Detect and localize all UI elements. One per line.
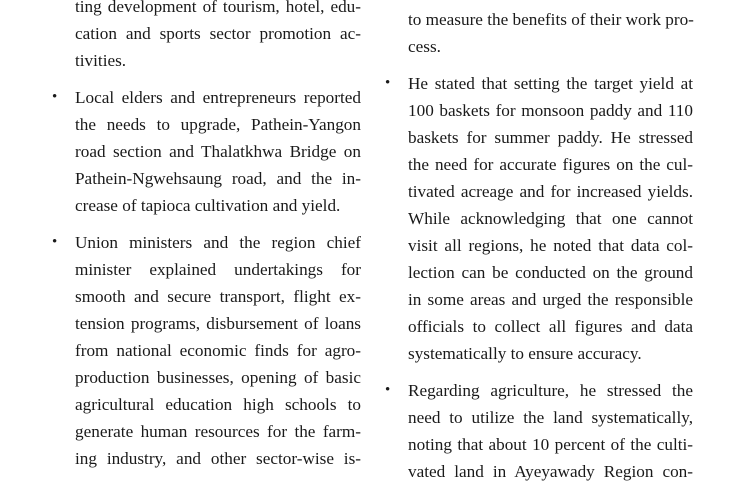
bullet-text-line: in some areas and urged the responsible — [408, 290, 693, 309]
bullet-text-line: the need for accurate figures on the cul- — [408, 155, 693, 174]
bullet-text-line: tivated acreage and for increased yields. — [408, 182, 693, 201]
bullet-text-line: baskets for summer paddy. He stressed — [408, 128, 693, 147]
paragraph-line: tivities. — [75, 51, 127, 70]
bullet-text-line: Regarding agriculture, he stressed the — [408, 381, 693, 400]
bullet-text-line: tension programs, disbursement of loans — [75, 314, 361, 333]
bullet-point-icon: • — [385, 382, 391, 398]
bullet-text-line: vated land in Ayeyawady Region con- — [408, 462, 693, 481]
bullet-text-line: visit all regions, he noted that data col- — [408, 236, 693, 255]
paragraph-line: cation and sports sector promotion ac- — [75, 24, 361, 43]
bullet-point-icon: • — [52, 234, 58, 250]
bullet-text-line: ing industry, and other sector-wise is- — [75, 449, 361, 468]
bullet-text-line: road section and Thalatkhwa Bridge on — [75, 142, 361, 161]
paragraph-line: ting development of tourism, hotel, edu- — [75, 0, 361, 16]
bullet-text-line: 100 baskets for monsoon paddy and 110 — [408, 101, 693, 120]
bullet-point-icon: • — [385, 75, 391, 91]
bullet-text-line: minister explained undertakings for — [75, 260, 361, 279]
bullet-text-line: noting that about 10 percent of the culti- — [408, 435, 693, 454]
bullet-text-line: the needs to upgrade, Pathein-Yangon — [75, 115, 361, 134]
bullet-text-line: crease of tapioca cultivation and yield. — [75, 196, 341, 215]
bullet-text-line: lection can be conducted on the ground — [408, 263, 693, 282]
bullet-text-line: While acknowledging that one cannot — [408, 209, 693, 228]
bullet-point-icon: • — [52, 89, 58, 105]
bullet-text-line: officials to collect all figures and data — [408, 317, 693, 336]
bullet-text-line: systematically to ensure accuracy. — [408, 344, 642, 363]
bullet-text-line: Local elders and entrepreneurs reported — [75, 88, 361, 107]
bullet-text-line: production businesses, opening of basic — [75, 368, 361, 387]
bullet-text-line: smooth and secure transport, flight ex- — [75, 287, 361, 306]
bullet-text-line: Pathein-Ngwehsaung road, and the in- — [75, 169, 361, 188]
bullet-text-line: from national economic finds for agro- — [75, 341, 361, 360]
bullet-text-line: agricultural education high schools to — [75, 395, 361, 414]
bullet-text-line: need to utilize the land systematically, — [408, 408, 693, 427]
bullet-text-line: Union ministers and the region chief — [75, 233, 361, 252]
paragraph-line: cess. — [408, 37, 441, 56]
bullet-text-line: generate human resources for the farm- — [75, 422, 361, 441]
paragraph-line: to measure the benefits of their work pro- — [408, 10, 694, 29]
bullet-text-line: He stated that setting the target yield at — [408, 74, 693, 93]
